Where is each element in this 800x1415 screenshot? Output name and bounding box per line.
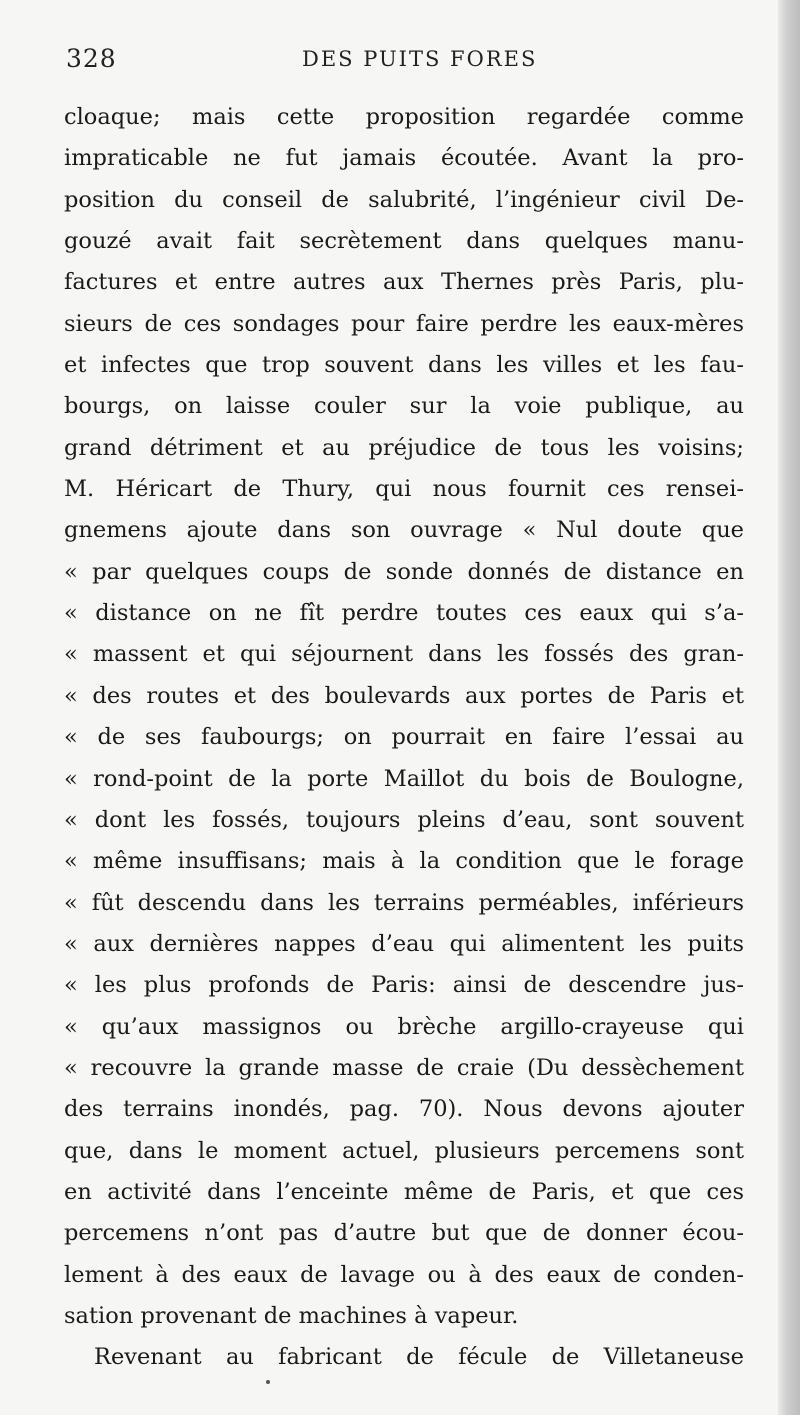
running-head (66, 44, 756, 84)
quote-line: « dont les fossés, toujours pleins d’eau, sont souvent (64, 806, 744, 833)
text-line: lement à des eaux de lavage ou à des eaux de conden- (64, 1261, 744, 1288)
text-line: percemens n’ont pas d’autre but que de donner écou- (64, 1220, 744, 1247)
text-line: en activité dans l’enceinte même de Paris, et que ces (64, 1178, 744, 1205)
quote-line: « fût descendu dans les terrains perméables, inférieurs (64, 889, 744, 916)
text-line: gouzé avait fait secrètement dans quelques manu- (64, 228, 744, 255)
text-line: cloaque; mais cette proposition regardée comme (64, 104, 744, 130)
body-text (64, 97, 744, 1379)
quote-line: « aux dernières nappes d’eau qui alimentent les puits (64, 930, 744, 957)
text-line: sieurs de ces sondages pour faire perdre les eaux-mères (64, 310, 744, 337)
quote-line: « qu’aux massignos ou brèche argillo-crayeuse qui (64, 1013, 744, 1040)
text-line: factures et entre autres aux Thernes près Paris, plu- (64, 269, 744, 296)
ink-speck (266, 1380, 270, 1384)
quote-line: « distance on ne fît perdre toutes ces eaux qui s’a- (64, 600, 744, 627)
text-line: impraticable ne fut jamais écoutée. Avant la pro- (64, 145, 744, 172)
text-line: M. Héricart de Thury, qui nous fournit ces rensei- (64, 476, 744, 503)
page-number: 328 (66, 44, 117, 73)
text-line: des terrains inondés, pag. 70). Nous devons ajouter (64, 1096, 744, 1123)
quote-line: « massent et qui séjournent dans les fossés des gran- (64, 641, 744, 668)
running-title: DES PUITS FORES (302, 47, 538, 71)
quote-line: « recouvre la grande masse de craie (Du dessèchement (64, 1054, 744, 1081)
quote-line: « même insuffisans; mais à la condition que le forage (64, 848, 744, 875)
quote-line: « les plus profonds de Paris: ainsi de descendre jus- (64, 972, 744, 999)
quote-line: « des routes et des boulevards aux portes de Paris et (64, 682, 744, 709)
paragraph-end-line: sation provenant de machines à vapeur. (64, 1302, 519, 1329)
text-line: bourgs, on laisse couler sur la voie publique, au (64, 393, 744, 420)
text-line: que, dans le moment actuel, plusieurs percemens sont (64, 1137, 744, 1164)
text-line: gnemens ajoute dans son ouvrage « Nul doute que (64, 517, 744, 544)
quote-line: « rond-point de la porte Maillot du bois de Boulogne, (64, 765, 744, 792)
page-edge-shadow (778, 0, 800, 1415)
paragraph-start-line: Revenant au fabricant de fécule de Villetaneuse (94, 1344, 744, 1371)
text-line: et infectes que trop souvent dans les villes et les fau- (64, 352, 744, 379)
quote-line: « par quelques coups de sonde donnés de distance en (64, 558, 744, 585)
quote-line: « de ses faubourgs; on pourrait en faire l’essai au (64, 724, 744, 751)
text-line: grand détriment et au préjudice de tous les voisins; (64, 434, 744, 461)
text-line: position du conseil de salubrité, l’ingénieur civil De- (64, 186, 744, 213)
